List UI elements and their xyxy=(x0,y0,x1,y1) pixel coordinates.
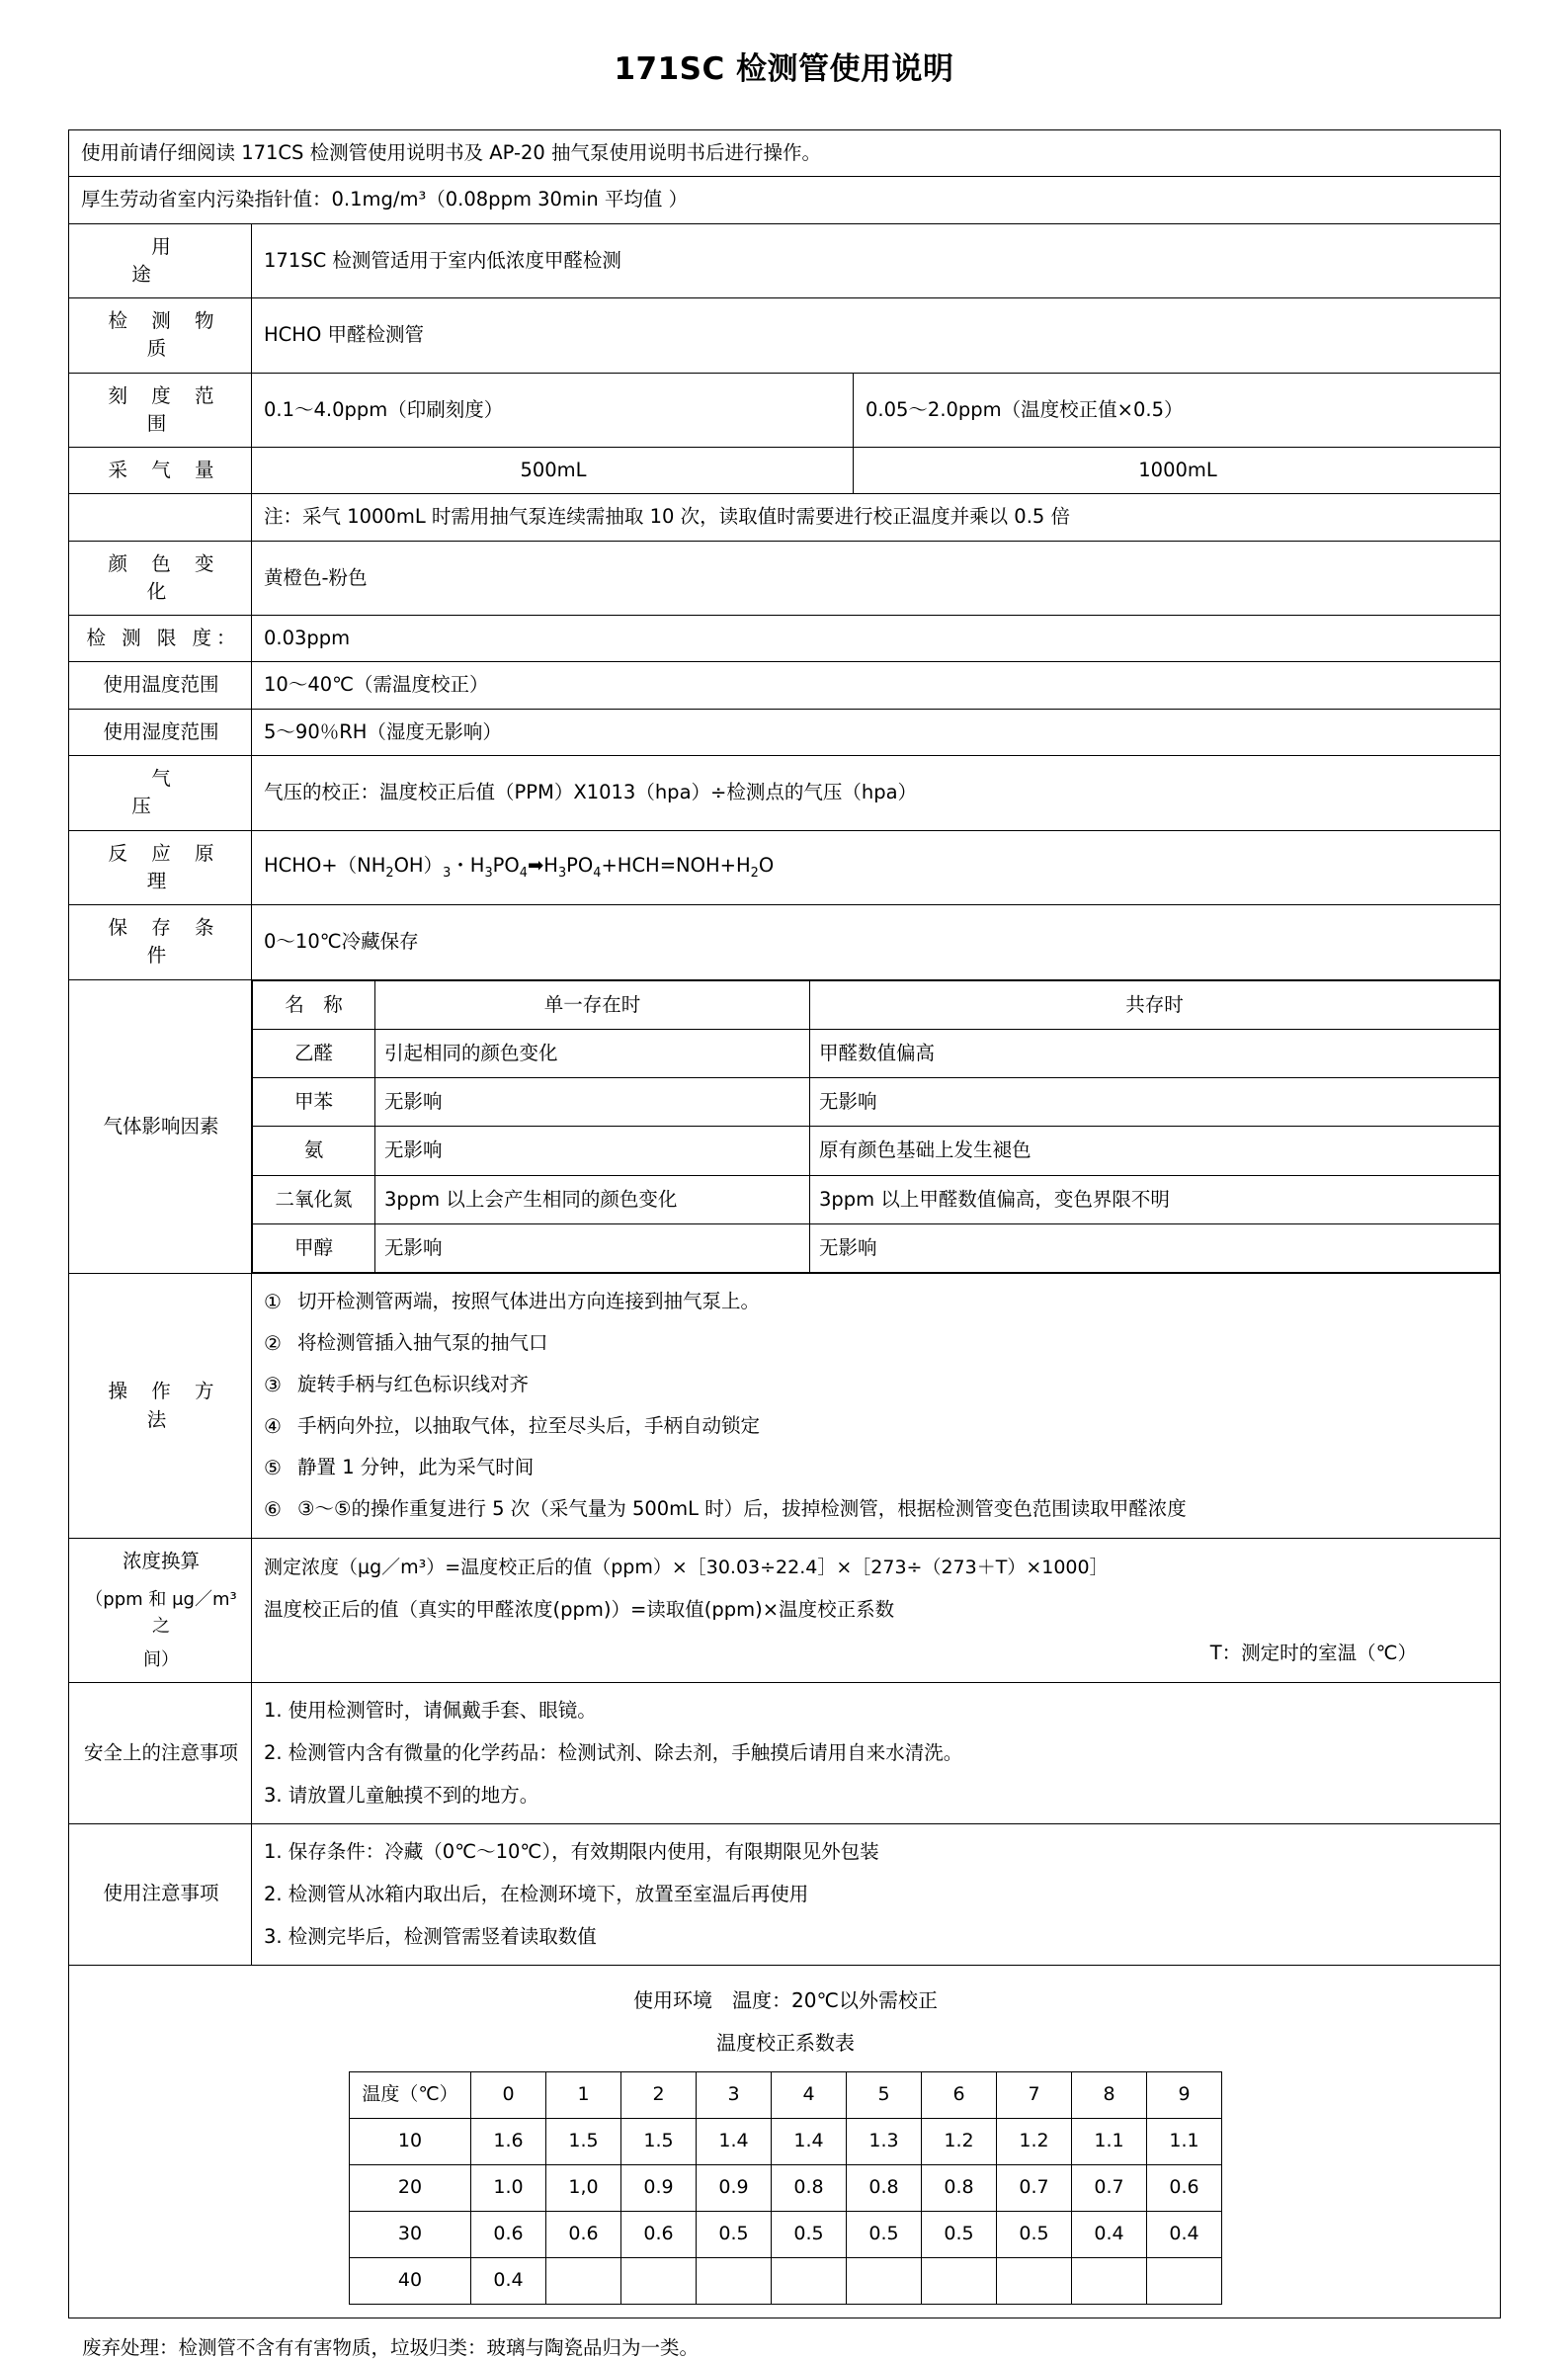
gas-header-row xyxy=(253,980,1500,1029)
safety-item: 1. 使用检测管时，请佩戴手套、眼镜。 xyxy=(264,1698,597,1722)
coef-column-header: 8 xyxy=(1072,2071,1147,2118)
purpose-value: 171SC 检测管适用于室内低浓度甲醛检测 xyxy=(252,223,1501,298)
gas-name-cell: 二氧化氮 xyxy=(253,1175,375,1223)
step-number: ② xyxy=(264,1331,282,1356)
conversion-formula-2: 温度校正后的值（真实的甲醛浓度(ppm)）=读取值(ppm)×温度校正系数 xyxy=(264,1598,895,1622)
operation-cell xyxy=(252,1274,1501,1539)
reaction-label: 反 应 原 理 xyxy=(69,830,252,905)
volume-note-text: 注：采气 1000mL 时需用抽气泵连续需抽取 10 次，读取值时需要进行校正温度并乘以 0.5 倍 xyxy=(252,494,1501,541)
coef-value-cell: 1.5 xyxy=(621,2118,697,2164)
coef-row-label: 10 xyxy=(350,2118,471,2164)
coef-value-cell: 0.6 xyxy=(546,2211,621,2257)
gas-single-cell: 无影响 xyxy=(375,1223,810,1272)
gas-single-cell: 无影响 xyxy=(375,1078,810,1127)
step-text: ③〜⑤的操作重复进行 5 次（采气量为 500mL 时）后，拔掉检测管，根据检测管变色范围读取甲醛浓度 xyxy=(297,1497,1187,1521)
coef-value-cell: 0.9 xyxy=(697,2164,772,2211)
limit-label: 检 测 限 度： xyxy=(69,616,252,662)
coef-value-cell: 1,0 xyxy=(546,2164,621,2211)
table-row xyxy=(350,2257,1222,2304)
coef-value-cell: 1.4 xyxy=(697,2118,772,2164)
table-row-operation xyxy=(69,1274,1501,1539)
operation-label: 操 作 方 法 xyxy=(69,1274,252,1539)
gas-coexist-cell: 原有颜色基础上发生褪色 xyxy=(810,1127,1500,1175)
coef-value-cell: 0.5 xyxy=(997,2211,1072,2257)
conversion-formula-1: 测定浓度（μg／m³）=温度校正后的值（ppm）×［30.03÷22.4］×［273÷（273＋T）×1000］ xyxy=(264,1556,1109,1578)
limit-value: 0.03ppm xyxy=(252,616,1501,662)
operation-step xyxy=(264,1288,1490,1316)
coef-column-header: 5 xyxy=(847,2071,922,2118)
coef-value-cell: 1.4 xyxy=(772,2118,847,2164)
usage-notes-cell xyxy=(252,1823,1501,1965)
coef-value-cell: 0.7 xyxy=(1072,2164,1147,2211)
gas-single-cell: 无影响 xyxy=(375,1127,810,1175)
gas-influence-table xyxy=(252,980,1500,1274)
environment-line-2: 温度校正系数表 xyxy=(716,2030,855,2055)
coef-row-label: 40 xyxy=(350,2257,471,2304)
step-number: ③ xyxy=(264,1373,282,1397)
step-text: 静置 1 分钟，此为采气时间 xyxy=(297,1456,535,1479)
usage-notes-list xyxy=(264,1838,1490,1951)
table-row-color xyxy=(69,541,1501,616)
table-row-volume-note xyxy=(69,494,1501,541)
table-row xyxy=(253,1223,1500,1272)
color-label: 颜 色 变 化 xyxy=(69,541,252,616)
table-row-safety xyxy=(69,1682,1501,1823)
table-row-storage xyxy=(69,905,1501,980)
step-number: ⑥ xyxy=(264,1497,282,1522)
gas-name-cell: 乙醛 xyxy=(253,1029,375,1077)
coef-column-header: 2 xyxy=(621,2071,697,2118)
table-row-volume xyxy=(69,448,1501,494)
coef-value-cell: 1.1 xyxy=(1147,2118,1222,2164)
coef-column-header: 1 xyxy=(546,2071,621,2118)
reaction-value xyxy=(252,830,1501,905)
gas-name-cell: 甲醇 xyxy=(253,1223,375,1272)
coef-value-cell xyxy=(1072,2257,1147,2304)
gas-header-name: 名 称 xyxy=(253,980,375,1029)
range-value-printed: 0.1〜4.0ppm（印刷刻度） xyxy=(252,373,854,448)
table-row-conversion xyxy=(69,1539,1501,1683)
table-row-substance xyxy=(69,298,1501,374)
conversion-label-line3: 间） xyxy=(143,1648,179,1670)
safety-item: 2. 检测管内含有微量的化学药品：检测试剂、除去剂，手触摸后请用自来水清洗。 xyxy=(264,1741,963,1765)
table-row-purpose xyxy=(69,223,1501,298)
table-row-range xyxy=(69,373,1501,448)
coef-value-cell xyxy=(772,2257,847,2304)
coef-value-cell: 0.6 xyxy=(471,2211,546,2257)
table-row-pressure xyxy=(69,755,1501,830)
spec-sheet xyxy=(68,129,1500,2360)
coef-value-cell xyxy=(546,2257,621,2304)
table-row-temp xyxy=(69,662,1501,709)
intro-text: 使用前请仔细阅读 171CS 检测管使用说明书及 AP-20 抽气泵使用说明书后进行操作。 xyxy=(69,130,1501,177)
safety-item: 3. 请放置儿童触摸不到的地方。 xyxy=(264,1784,539,1808)
gas-coexist-cell: 无影响 xyxy=(810,1223,1500,1272)
table-row-usage-notes xyxy=(69,1823,1501,1965)
coef-value-cell: 1.3 xyxy=(847,2118,922,2164)
table-row xyxy=(253,1127,1500,1175)
pressure-value: 气压的校正：温度校正后值（PPM）X1013（hpa）÷检测点的气压（hpa） xyxy=(252,755,1501,830)
volume-note-empty-label xyxy=(69,494,252,541)
purpose-label: 用 途 xyxy=(69,223,252,298)
gas-coexist-cell: 3ppm 以上甲醛数值偏高，变色界限不明 xyxy=(810,1175,1500,1223)
storage-value: 0〜10℃冷藏保存 xyxy=(252,905,1501,980)
conversion-cell xyxy=(252,1539,1501,1683)
coef-column-header: 9 xyxy=(1147,2071,1222,2118)
coef-value-cell xyxy=(697,2257,772,2304)
substance-label: 检 测 物 质 xyxy=(69,298,252,374)
gas-coexist-cell: 无影响 xyxy=(810,1078,1500,1127)
conversion-label-line2: （ppm 和 μg／m³ 之 xyxy=(85,1589,237,1637)
gas-single-cell: 引起相同的颜色变化 xyxy=(375,1029,810,1077)
gas-influence-label: 气体影响因素 xyxy=(69,979,252,1274)
coef-value-cell: 0.8 xyxy=(922,2164,997,2211)
coef-value-cell xyxy=(1147,2257,1222,2304)
coef-value-cell: 1.1 xyxy=(1072,2118,1147,2164)
temp-label: 使用温度范围 xyxy=(69,662,252,709)
table-row-humidity xyxy=(69,709,1501,755)
volume-label: 采 气 量 xyxy=(69,448,252,494)
step-text: 旋转手柄与红色标识线对齐 xyxy=(297,1373,530,1396)
environment-block xyxy=(81,1975,1490,2309)
coef-column-header: 7 xyxy=(997,2071,1072,2118)
environment-line-1: 使用环境 温度：20℃以外需校正 xyxy=(633,1987,938,2012)
temperature-coefficient-table xyxy=(349,2071,1222,2305)
environment-cell xyxy=(69,1965,1501,2318)
coef-value-cell xyxy=(922,2257,997,2304)
storage-label: 保 存 条 件 xyxy=(69,905,252,980)
step-number: ① xyxy=(264,1290,282,1314)
coef-corner-header: 温度（℃） xyxy=(350,2071,471,2118)
volume-value-1000: 1000mL xyxy=(854,448,1501,494)
usage-note-item: 1. 保存条件：冷藏（0℃〜10℃），有效期限内使用，有限期限见外包装 xyxy=(264,1839,879,1863)
range-label: 刻 度 范 围 xyxy=(69,373,252,448)
coef-column-header: 3 xyxy=(697,2071,772,2118)
operation-steps xyxy=(264,1288,1490,1524)
coef-value-cell: 0.5 xyxy=(697,2211,772,2257)
reaction-formula: $HCHO+(NH_2OH)_3$・$H_3PO_4➡H_3PO_4+HCH=NOH+H_2O$ xyxy=(264,854,775,881)
step-number: ④ xyxy=(264,1414,282,1439)
step-number: ⑤ xyxy=(264,1456,282,1480)
table-row-guideline xyxy=(69,177,1501,223)
coef-value-cell: 1.5 xyxy=(546,2118,621,2164)
humidity-label: 使用湿度范围 xyxy=(69,709,252,755)
coef-column-header: 6 xyxy=(922,2071,997,2118)
safety-cell xyxy=(252,1682,1501,1823)
coef-value-cell: 0.8 xyxy=(847,2164,922,2211)
coef-column-header: 4 xyxy=(772,2071,847,2118)
coef-value-cell: 0.5 xyxy=(847,2211,922,2257)
coef-header-row xyxy=(350,2071,1222,2118)
table-row-reaction xyxy=(69,830,1501,905)
coef-value-cell: 0.5 xyxy=(772,2211,847,2257)
temp-value: 10〜40℃（需温度校正） xyxy=(252,662,1501,709)
conversion-label-line1: 浓度换算 xyxy=(122,1550,200,1573)
usage-note-item: 3. 检测完毕后，检测管需竖着读取数值 xyxy=(264,1925,597,1949)
table-row-environment xyxy=(69,1965,1501,2318)
coef-value-cell: 1.2 xyxy=(997,2118,1072,2164)
substance-value: HCHO 甲醛检测管 xyxy=(252,298,1501,374)
operation-step xyxy=(264,1454,1490,1482)
gas-coexist-cell: 甲醛数值偏高 xyxy=(810,1029,1500,1077)
conversion-formula-3: T：测定时的室温（℃） xyxy=(1209,1641,1417,1664)
coef-value-cell: 0.4 xyxy=(1147,2211,1222,2257)
pressure-label: 气 压 xyxy=(69,755,252,830)
coef-value-cell: 0.8 xyxy=(772,2164,847,2211)
safety-list xyxy=(264,1697,1490,1810)
page-title: 171SC 检测管使用说明 xyxy=(614,51,954,87)
guideline-text: 厚生劳动省室内污染指针值：0.1mg/m³（0.08ppm 30min 平均值 ） xyxy=(69,177,1501,223)
coef-column-header: 0 xyxy=(471,2071,546,2118)
table-row-limit xyxy=(69,616,1501,662)
usage-note-item: 2. 检测管从冰箱内取出后，在检测环境下，放置至室温后再使用 xyxy=(264,1882,809,1905)
conversion-label xyxy=(69,1539,252,1683)
volume-value-500: 500mL xyxy=(252,448,854,494)
disposal-note: 废弃处理：检测管不含有有害物质，垃圾归类：玻璃与陶瓷品归为一类。 xyxy=(82,2335,700,2359)
operation-step xyxy=(264,1495,1490,1524)
humidity-value: 5〜90％RH（湿度无影响） xyxy=(252,709,1501,755)
coef-value-cell: 0.4 xyxy=(1072,2211,1147,2257)
coef-value-cell: 1.2 xyxy=(922,2118,997,2164)
table-row xyxy=(253,1078,1500,1127)
coef-value-cell: 1.6 xyxy=(471,2118,546,2164)
gas-single-cell: 3ppm 以上会产生相同的颜色变化 xyxy=(375,1175,810,1223)
table-row xyxy=(253,1029,1500,1077)
coef-value-cell: 0.6 xyxy=(621,2211,697,2257)
coef-value-cell: 0.4 xyxy=(471,2257,546,2304)
gas-name-cell: 氨 xyxy=(253,1127,375,1175)
table-row xyxy=(253,1175,1500,1223)
gas-header-coexist: 共存时 xyxy=(810,980,1500,1029)
safety-label: 安全上的注意事项 xyxy=(69,1682,252,1823)
coef-row-label: 20 xyxy=(350,2164,471,2211)
gas-influence-cell xyxy=(252,979,1501,1274)
gas-header-single: 单一存在时 xyxy=(375,980,810,1029)
coef-value-cell: 0.7 xyxy=(997,2164,1072,2211)
operation-step xyxy=(264,1412,1490,1441)
coef-value-cell xyxy=(997,2257,1072,2304)
table-row xyxy=(350,2164,1222,2211)
step-text: 手柄向外拉，以抽取气体，拉至尽头后，手柄自动锁定 xyxy=(297,1414,761,1438)
step-text: 切开检测管两端，按照气体进出方向连接到抽气泵上。 xyxy=(297,1290,761,1313)
table-row xyxy=(350,2211,1222,2257)
usage-notes-label: 使用注意事项 xyxy=(69,1823,252,1965)
coef-value-cell: 1.0 xyxy=(471,2164,546,2211)
spec-table xyxy=(68,129,1501,2318)
coef-value-cell: 0.9 xyxy=(621,2164,697,2211)
coef-value-cell xyxy=(621,2257,697,2304)
coef-value-cell: 0.6 xyxy=(1147,2164,1222,2211)
step-text: 将检测管插入抽气泵的抽气口 xyxy=(297,1331,548,1355)
range-value-corrected: 0.05〜2.0ppm（温度校正值×0.5） xyxy=(854,373,1501,448)
operation-step xyxy=(264,1329,1490,1358)
color-value: 黄橙色-粉色 xyxy=(252,541,1501,616)
coef-value-cell: 0.5 xyxy=(922,2211,997,2257)
coef-row-label: 30 xyxy=(350,2211,471,2257)
table-row-gas-influence xyxy=(69,979,1501,1274)
coef-value-cell xyxy=(847,2257,922,2304)
operation-step xyxy=(264,1371,1490,1399)
gas-name-cell: 甲苯 xyxy=(253,1078,375,1127)
table-row xyxy=(350,2118,1222,2164)
table-row-intro xyxy=(69,130,1501,177)
